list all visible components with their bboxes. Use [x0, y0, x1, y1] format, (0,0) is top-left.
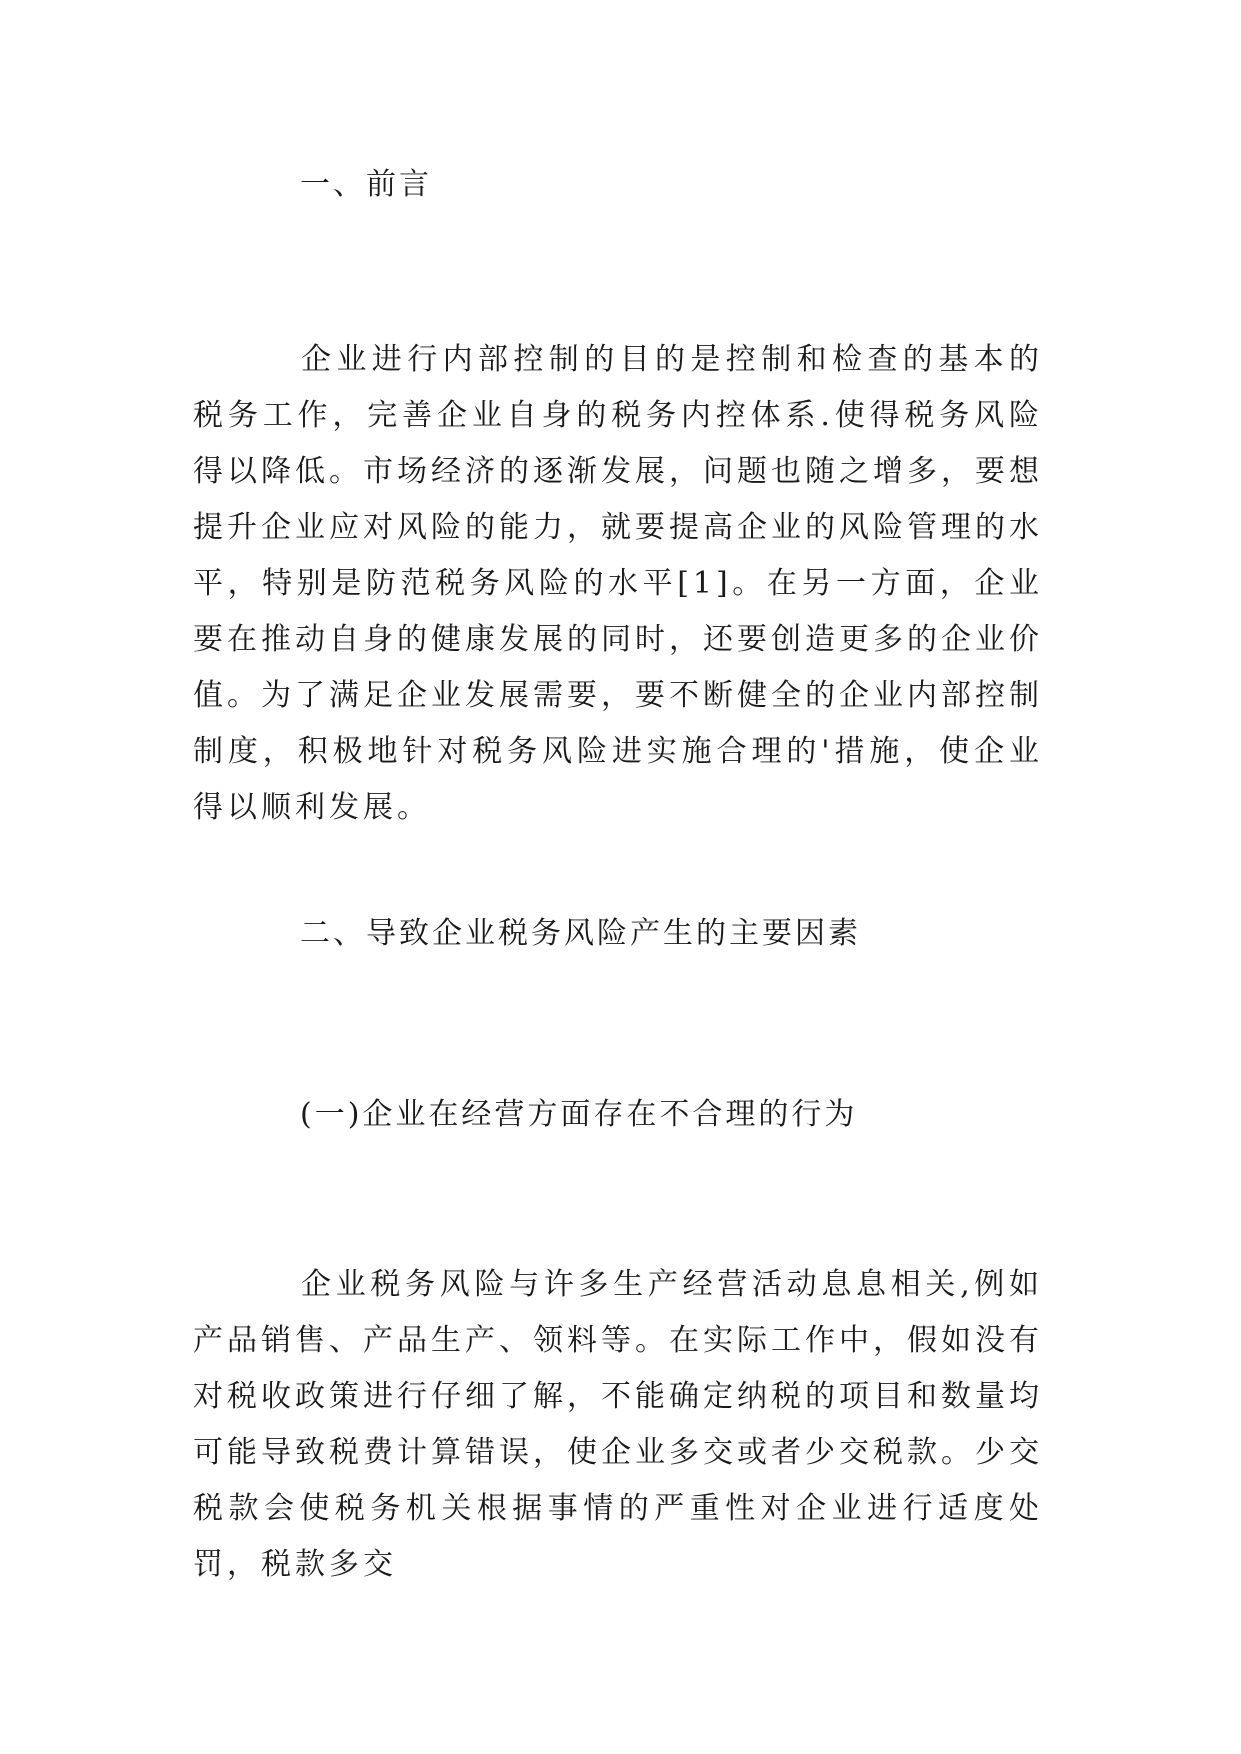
tax-risk-paragraph: 企业税务风险与许多生产经营活动息息相关,例如产品销售、产品生产、领料等。在实际工作中，假如没有对税收政策进行仔细了解，不能确定纳税的项目和数量均可能导致税费计算错误，使企业多交或者少交税款。少交税款会使税务机关根据事情的严重性对企业进行适度处罚，税款多交	[193, 1267, 1043, 1582]
section-heading-preface: 一、前言	[300, 167, 432, 202]
subsection-heading-unreasonable-operations: (一)企业在经营方面存在不合理的行为	[300, 1097, 858, 1132]
preface-paragraph: 企业进行内部控制的目的是控制和检查的基本的税务工作，完善企业自身的税务内控体系.使得税务风险得以降低。市场经济的逐渐发展，问题也随之增多，要想提升企业应对风险的能力，就要提高企业的风险管理的水平，特别是防范税务风险的水平[1]。在另一方面，企业要在推动自身的健康发展的同时，还要创造更多的企业价值。为了满足企业发展需要，要不断健全的企业内部控制制度，积极地针对税务风险进实施合理的'措施，使企业得以顺利发展。	[193, 342, 1043, 825]
section-heading-tax-risk-factors: 二、导致企业税务风险产生的主要因素	[300, 916, 861, 951]
